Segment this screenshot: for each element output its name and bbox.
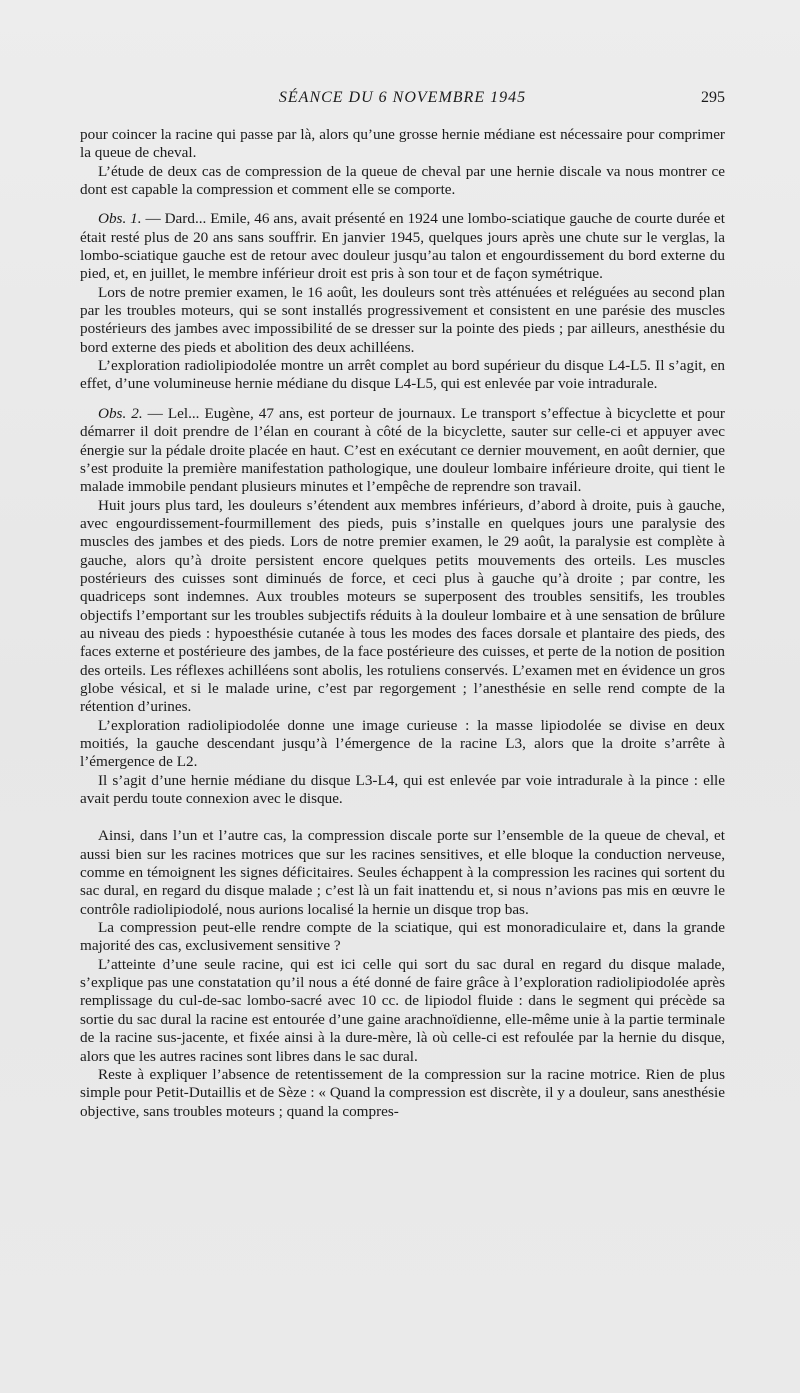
paragraph: L’étude de deux cas de compression de la queue de cheval par une hernie discale va nous montrer ce dont est capable la compression et comment elle se comporte. [80,162,725,199]
paragraph: Reste à expliquer l’absence de retentissement de la compression sur la racine motrice. Rien de plus simple pour Petit-Dutaillis et de Sèze : « Quand la compression est discrète, il y a douleur, sans anesthésie objective, sans troubles moteurs ; quand la compres- [80,1065,725,1120]
paragraph: Il s’agit d’une hernie médiane du disque L3-L4, qui est enlevée par voie intradurale à la pince : elle avait perdu toute connexion avec le disque. [80,771,725,808]
observation-2 [80,405,725,497]
paragraph: pour coincer la racine qui passe par là, alors qu’une grosse hernie médiane est nécessaire pour comprimer la queue de cheval. [80,126,725,162]
paragraph: L’atteinte d’une seule racine, qui est ici celle qui sort du sac dural en regard du disque malade, s’explique pas une constatation qu’il nous a été donné de faire grâce à l’exploration radiolipiodolée après remplissage du cul-de-sac lombo-sacré avec 10 cc. de lipiodol fluide : dans le segment qui précède sa sortie du sac dural la racine est entourée d’une gaine arachnoïdienne, elle-même unie à la partie terminale de la racine sus-jacente, et fixée ainsi à la dure-mère, là où celle-ci est refoulée par la hernie du disque, alors que les autres racines sont libres dans le sac dural. [80,955,725,1065]
obs-label: Obs. 2. [98,404,143,422]
paragraph: Lors de notre premier examen, le 16 août, les douleurs sont très atténuées et reléguées au second plan par les troubles moteurs, qui se sont installés progressivement et consistent en une parésie des muscles postérieurs des jambes avec impossibilité de se dresser sur la pointe des pieds ; par ailleurs, anesthésie du bord externe des pieds et abolition des deux achilléens. [80,283,725,356]
paragraph: L’exploration radiolipiodolée montre un arrêt complet au bord supérieur du disque L4-L5. Il s’agit, en effet, d’une volumineuse hernie médiane du disque L4-L5, qui est enlevée par voie intradurale. [80,357,725,393]
paragraph: L’exploration radiolipiodolée donne une image curieuse : la masse lipiodolée se divise en deux moitiés, la gauche descendant jusqu’à l’émergence de la racine L3, alors que la droite s’arrête à l’émergence de L2. [80,716,725,771]
paragraph: Dard... Emile, 46 ans, avait présenté en 1924 une lombo-sciatique gauche de courte durée et était resté plus de 20 ans sans souffrir. En janvier 1945, quelques jours après une chute sur le verglas, la lombo-sciatique gauche est de retour avec douleur jusqu’au talon et engourdissement du bord externe du pied, et, en juillet, le membre inférieur droit est pris à son tour et de façon symétrique. [80,210,725,283]
obs-dash: — [141,210,165,228]
obs-dash: — [142,404,168,422]
paragraph: Ainsi, dans l’un et l’autre cas, la compression discale porte sur l’ensemble de la queue de cheval, et aussi bien sur les racines motrices que sur les racines sensitives, et elle bloque la conduction nerveuse, comme en témoignent les signes déficitaires. Seules échappent à la compression les racines qui sortent du sac dural, en regard du disque malade ; c’est là un fait inattendu et, si nous n’avions pas mis en œuvre le contrôle radiolipiodolé, nous aurions localisé la hernie un disque trop bas. [80,827,725,918]
running-head-title: SÉANCE DU 6 NOVEMBRE 1945 [278,89,527,106]
paragraph: Huit jours plus tard, les douleurs s’étendent aux membres inférieurs, d’abord à droite, puis à gauche, avec engourdissement-fourmillement des pieds, puis s’installe en quelques jours une paralysie des muscles des jambes et des pieds. Lors de notre premier examen, le 29 août, la paralysie est complète à gauche, alors qu’à droite persistent encore quelques petits mouvements des orteils. Les muscles postérieurs des cuisses sont diminués de force, et ceci plus à gauche qu’à droite ; par contre, les quadriceps sont indemnes. Aux troubles moteurs se superposent des troubles sensitifs, les troubles objectifs l’emportant sur les troubles subjectifs réduits à la douleur lombaire et à une sensation de brûlure au niveau des pieds : hypoesthésie cutanée à tous les modes des faces dorsale et plantaire des pieds, des faces externe et postérieure des jambes, de la face postérieure des cuisses, et perte de la notion de position des orteils. Les réflexes achilléens sont abolis, les rotuliens conservés. L’examen met en évidence un gros globe vésical, et si le malade urine, c’est par regorgement ; l’anesthésie en selle rend compte de la rétention d’urines. [80,496,725,716]
body-text [80,126,725,1121]
running-head [80,89,725,113]
paragraph: La compression peut-elle rendre compte de la sciatique, qui est monoradiculaire et, dans la grande majorité des cas, exclusivement sensitive ? [80,919,725,955]
obs-label: Obs. 1. [98,210,142,228]
paragraph: Lel... Eugène, 47 ans, est porteur de journaux. Le transport s’effectue à bicyclette et pour démarrer il doit prendre de l’élan en courant à côté de la bicyclette, sauter sur celle-ci et appuyer avec énergie sur la pédale droite placée en haut. C’est en exécutant ce dernier mouvement, en août dernier, que s’est produite la première manifestation pathologique, une douleur lombaire inférieure droite, qui tient le malade immobile pendant plusieurs minutes et l’empêche de reprendre son travail. [80,404,725,496]
page-number: 295 [701,89,725,106]
observation-1 [80,210,725,283]
